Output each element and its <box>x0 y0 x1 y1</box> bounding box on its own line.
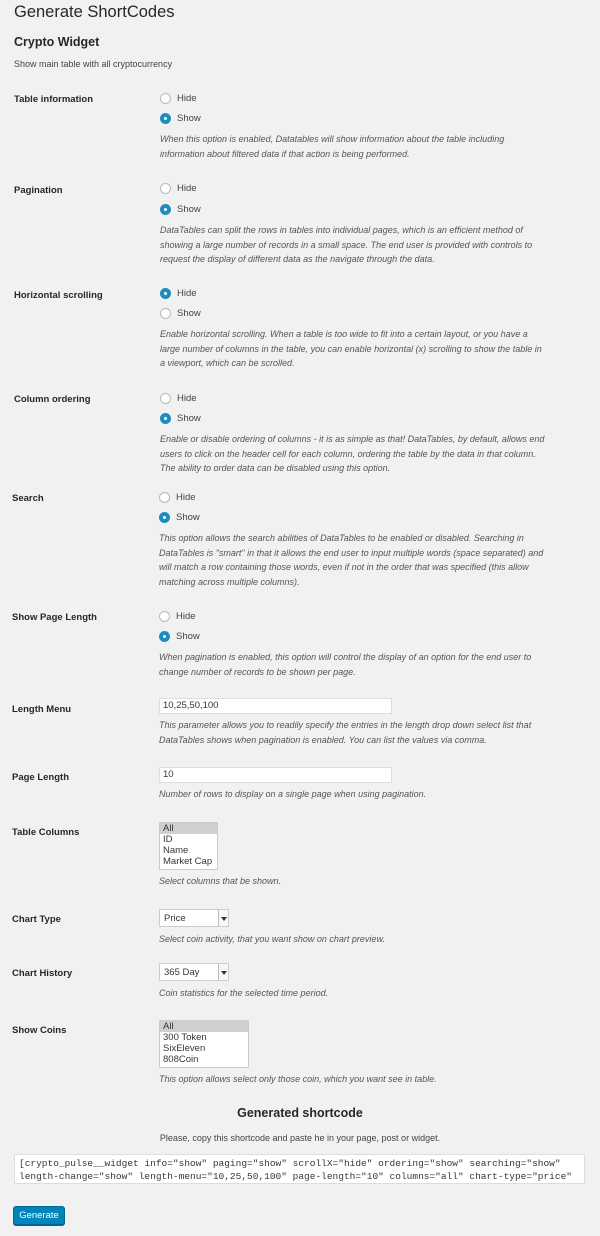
radio-checked-icon <box>160 413 171 424</box>
listbox-option[interactable]: All <box>160 1021 248 1032</box>
listbox-option[interactable]: Name <box>163 845 189 856</box>
search-description: This option allows the search abilities of DataTables to be enabled or disabled. Searching in DataTables is "smart" in that it allows the end user to input multiple words (space separated) and will match a row containing those words, even if not in the order that was specified (this allow matching across multiple columns). <box>159 533 544 587</box>
show-page-length-description: When pagination is enabled, this option will control the display of an option for the end user to change number of records to be shown per page. <box>159 652 532 677</box>
generated-shortcode-note: Please, copy this shortcode and paste he in your page, post or widget. <box>159 1133 441 1143</box>
radio-label: Hide <box>176 492 196 503</box>
pagination-description: DataTables can split the rows in tables into individual pages, which is an efficient method of showing a large number of records in a small space. The end user is provided with controls to request the display of different data as the navigate through the data. <box>160 225 533 264</box>
radio-checked-icon <box>159 631 170 642</box>
radio-checked-icon <box>160 204 171 215</box>
horizontal-scrolling-hide-radio[interactable] <box>160 288 197 299</box>
radio-label: Hide <box>177 93 197 104</box>
chart-type-label: Chart Type <box>12 914 61 925</box>
show-page-length-show-radio[interactable] <box>159 631 200 642</box>
column-ordering-description: Enable or disable ordering of columns - it is as simple as that! DataTables, by default, allows end users to click on the header cell for each column, ordering the table by the data in that column. The ability to order data can be disabled using this option. <box>160 434 545 473</box>
length-menu-label: Length Menu <box>12 704 72 715</box>
column-ordering-show-radio[interactable] <box>160 413 201 424</box>
pagination-label: Pagination <box>14 185 63 196</box>
listbox-option[interactable]: 808Coin <box>163 1054 199 1065</box>
show-coins-description: This option allows select only those coin, which you want see in table. <box>159 1074 437 1084</box>
show-page-length-hide-radio[interactable] <box>159 611 196 622</box>
page-length-label: Page Length <box>12 772 70 783</box>
table-information-description: When this option is enabled, Datatables will show information about the table including information about filtered data if that action is being performed. <box>160 134 505 159</box>
radio-label: Hide <box>177 393 197 404</box>
listbox-option[interactable]: Market Cap <box>163 856 213 867</box>
chart-type-description: Select coin activity, that you want show on chart preview. <box>159 934 385 944</box>
page-length-input[interactable]: 10 <box>159 767 392 783</box>
chart-history-label: Chart History <box>12 968 73 979</box>
select-value: 365 Day <box>164 966 200 978</box>
page-length-description: Number of rows to display on a single page when using pagination. <box>159 789 427 799</box>
table-columns-listbox[interactable] <box>159 822 218 870</box>
pagination-show-radio[interactable] <box>160 204 201 215</box>
radio-icon <box>160 93 171 104</box>
table-information-show-radio[interactable] <box>160 113 201 124</box>
listbox-option[interactable]: 300 Token <box>163 1032 207 1043</box>
table-columns-description: Select columns that be shown. <box>159 876 282 886</box>
table-information-label: Table information <box>14 94 93 105</box>
horizontal-scrolling-show-radio[interactable] <box>160 308 201 319</box>
table-columns-label: Table Columns <box>12 827 80 838</box>
horizontal-scrolling-description: Enable horizontal scrolling. When a table is too wide to fit into a certain layout, or you have a large number of columns in the table, you can enable horizontal (x) scrolling to show the table in a viewport, which can be scrolled. <box>160 329 542 368</box>
chart-type-select[interactable] <box>159 909 229 927</box>
chevron-down-icon <box>218 910 228 926</box>
chevron-down-icon <box>218 964 228 980</box>
generated-shortcode-heading: Generated shortcode <box>237 1106 363 1120</box>
shortcode-textarea[interactable]: [crypto_pulse__widget info="show" paging="show" scrollX="hide" ordering="show" searching="show" length-change="show" length-menu="10,25,50,100" page-length="10" columns="all" chart-type="price" <box>14 1154 585 1184</box>
radio-icon <box>159 611 170 622</box>
column-ordering-hide-radio[interactable] <box>160 393 197 404</box>
listbox-option[interactable]: All <box>160 823 217 834</box>
search-show-radio[interactable] <box>159 512 200 523</box>
length-menu-description: This parameter allows you to readily specify the entries in the length drop down select list that DataTables shows when pagination is enabled. You can list the values via comma. <box>159 720 532 745</box>
show-page-length-label: Show Page Length <box>12 612 97 623</box>
length-menu-input[interactable]: 10,25,50,100 <box>159 698 392 714</box>
chart-history-select[interactable] <box>159 963 229 981</box>
radio-label: Show <box>177 413 201 424</box>
chart-history-description: Coin statistics for the selected time period. <box>159 988 329 998</box>
horizontal-scrolling-label: Horizontal scrolling <box>14 290 103 301</box>
radio-checked-icon <box>159 512 170 523</box>
listbox-option[interactable]: SixEleven <box>163 1043 206 1054</box>
search-hide-radio[interactable] <box>159 492 196 503</box>
show-coins-label: Show Coins <box>12 1025 67 1036</box>
radio-label: Show <box>177 113 201 124</box>
radio-label: Hide <box>177 288 197 299</box>
radio-icon <box>160 393 171 404</box>
table-information-hide-radio[interactable] <box>160 93 197 104</box>
generate-button[interactable]: Generate <box>13 1206 65 1225</box>
radio-label: Show <box>176 512 200 523</box>
column-ordering-label: Column ordering <box>14 394 91 405</box>
radio-checked-icon <box>160 113 171 124</box>
pagination-hide-radio[interactable] <box>160 183 197 194</box>
radio-icon <box>160 183 171 194</box>
radio-label: Hide <box>177 183 197 194</box>
widget-title: Crypto Widget <box>14 35 100 49</box>
select-value: Price <box>164 912 186 924</box>
radio-label: Show <box>177 204 201 215</box>
radio-checked-icon <box>160 288 171 299</box>
radio-label: Hide <box>176 611 196 622</box>
radio-label: Show <box>176 631 200 642</box>
show-coins-listbox[interactable] <box>159 1020 249 1068</box>
search-label: Search <box>12 493 44 504</box>
page-title: Generate ShortCodes <box>14 3 175 21</box>
radio-label: Show <box>177 308 201 319</box>
radio-icon <box>160 308 171 319</box>
listbox-option[interactable]: ID <box>163 834 173 845</box>
radio-icon <box>159 492 170 503</box>
widget-description: Show main table with all cryptocurrency <box>14 59 173 69</box>
